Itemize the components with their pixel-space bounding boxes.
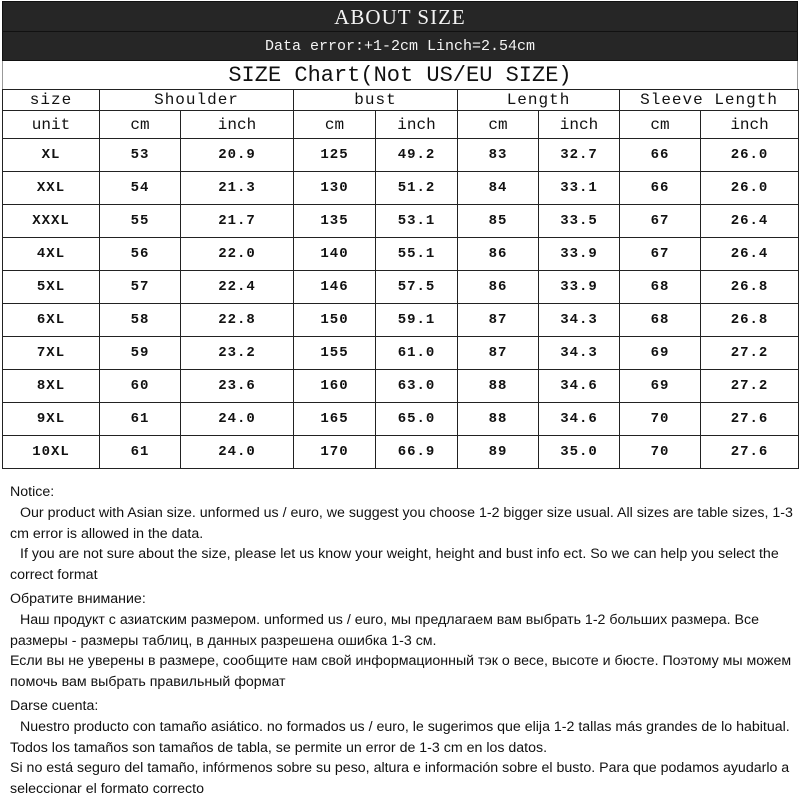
notice-es-p1: Nuestro producto con tamaño asiático. no formados us / euro, le sugerimos que elija 1-2 tallas más grandes de lo habitual. Todos los tamaños son tamaños de tabla, se permite un error de 1-3 cm en los datos. (10, 718, 790, 756)
notice-ru (10, 589, 795, 693)
unit-label: unit (3, 111, 100, 139)
value-cell: 86 (458, 271, 539, 304)
value-cell: 70 (620, 403, 701, 436)
value-cell: 155 (294, 337, 376, 370)
value-cell: 22.8 (181, 304, 294, 337)
value-cell: 54 (100, 172, 181, 205)
value-cell: 67 (620, 205, 701, 238)
table-row (3, 370, 799, 403)
value-cell: 23.6 (181, 370, 294, 403)
value-cell: 130 (294, 172, 376, 205)
value-cell: 160 (294, 370, 376, 403)
size-cell: 7XL (3, 337, 100, 370)
value-cell: 83 (458, 139, 539, 172)
notice-en-p1: Our product with Asian size. unformed us / euro, we suggest you choose 1-2 bigger size usual. All sizes are table sizes, 1-3 cm error is allowed in the data. (10, 504, 793, 542)
value-cell: 34.3 (539, 337, 620, 370)
notice-es-p2: Si no está seguro del tamaño, infórmenos sobre su peso, altura e información sobre el busto. Para que podamos ayudarlo a seleccionar el formato correcto (10, 760, 790, 798)
notice-section (10, 482, 795, 803)
value-cell: 33.1 (539, 172, 620, 205)
value-cell: 170 (294, 436, 376, 469)
group-header-row (3, 90, 799, 111)
size-cell: 10XL (3, 436, 100, 469)
value-cell: 69 (620, 337, 701, 370)
value-cell: 23.2 (181, 337, 294, 370)
table-row (3, 139, 799, 172)
data-error-subtitle: Data error:+1-2cm Linch=2.54cm (2, 31, 798, 61)
value-cell: 61.0 (376, 337, 458, 370)
value-cell: 87 (458, 304, 539, 337)
value-cell: 53.1 (376, 205, 458, 238)
value-cell: 34.6 (539, 403, 620, 436)
notice-en-p2: If you are not sure about the size, please let us know your weight, height and bust info ect. So we can help you select the correct format (10, 546, 779, 584)
table-row (3, 436, 799, 469)
value-cell: 33.9 (539, 271, 620, 304)
table-row (3, 271, 799, 304)
table-row (3, 172, 799, 205)
table-row (3, 403, 799, 436)
value-cell: 24.0 (181, 403, 294, 436)
value-cell: 63.0 (376, 370, 458, 403)
value-cell: 26.0 (701, 172, 799, 205)
header-shoulder: Shoulder (100, 90, 294, 111)
value-cell: 150 (294, 304, 376, 337)
notice-es-heading: Darse cuenta: (10, 697, 99, 714)
size-cell: 4XL (3, 238, 100, 271)
value-cell: 26.0 (701, 139, 799, 172)
value-cell: 57 (100, 271, 181, 304)
value-cell: 32.7 (539, 139, 620, 172)
size-cell: 5XL (3, 271, 100, 304)
value-cell: 33.5 (539, 205, 620, 238)
value-cell: 135 (294, 205, 376, 238)
size-cell: 9XL (3, 403, 100, 436)
value-cell: 87 (458, 337, 539, 370)
value-cell: 86 (458, 238, 539, 271)
value-cell: 68 (620, 271, 701, 304)
value-cell: 66.9 (376, 436, 458, 469)
value-cell: 21.3 (181, 172, 294, 205)
unit-cm: cm (458, 111, 539, 139)
value-cell: 22.4 (181, 271, 294, 304)
size-cell: XXL (3, 172, 100, 205)
value-cell: 53 (100, 139, 181, 172)
value-cell: 27.2 (701, 370, 799, 403)
size-cell: XL (3, 139, 100, 172)
value-cell: 24.0 (181, 436, 294, 469)
value-cell: 57.5 (376, 271, 458, 304)
size-chart-title: SIZE Chart(Not US/EU SIZE) (2, 61, 798, 90)
about-size-title: ABOUT SIZE (2, 1, 798, 32)
value-cell: 61 (100, 436, 181, 469)
value-cell: 165 (294, 403, 376, 436)
value-cell: 34.3 (539, 304, 620, 337)
value-cell: 55.1 (376, 238, 458, 271)
value-cell: 51.2 (376, 172, 458, 205)
unit-inch: inch (376, 111, 458, 139)
unit-inch: inch (701, 111, 799, 139)
notice-en-heading: Notice: (10, 484, 55, 500)
unit-inch: inch (181, 111, 294, 139)
value-cell: 85 (458, 205, 539, 238)
unit-inch: inch (539, 111, 620, 139)
value-cell: 66 (620, 172, 701, 205)
value-cell: 35.0 (539, 436, 620, 469)
value-cell: 27.6 (701, 436, 799, 469)
value-cell: 84 (458, 172, 539, 205)
notice-en (10, 482, 795, 586)
value-cell: 33.9 (539, 238, 620, 271)
table-row (3, 205, 799, 238)
value-cell: 140 (294, 238, 376, 271)
table-row (3, 304, 799, 337)
value-cell: 26.4 (701, 205, 799, 238)
value-cell: 61 (100, 403, 181, 436)
value-cell: 65.0 (376, 403, 458, 436)
size-cell: XXXL (3, 205, 100, 238)
notice-ru-p1: Наш продукт с азиатским размером. unformed us / euro, мы предлагаем вам выбрать 1-2 больших размера. Все размеры - размеры таблиц, в данных разрешена ошибка 1-3 см. (10, 611, 759, 649)
value-cell: 34.6 (539, 370, 620, 403)
value-cell: 56 (100, 238, 181, 271)
value-cell: 22.0 (181, 238, 294, 271)
header-size: size (3, 90, 100, 111)
value-cell: 49.2 (376, 139, 458, 172)
header-length: Length (458, 90, 620, 111)
header-sleeve-length: Sleeve Length (620, 90, 799, 111)
value-cell: 26.4 (701, 238, 799, 271)
notice-es (10, 696, 795, 800)
table-row (3, 238, 799, 271)
table-row (3, 337, 799, 370)
size-cell: 6XL (3, 304, 100, 337)
value-cell: 59 (100, 337, 181, 370)
value-cell: 59.1 (376, 304, 458, 337)
value-cell: 88 (458, 370, 539, 403)
value-cell: 68 (620, 304, 701, 337)
value-cell: 20.9 (181, 139, 294, 172)
value-cell: 60 (100, 370, 181, 403)
unit-cm: cm (294, 111, 376, 139)
value-cell: 69 (620, 370, 701, 403)
value-cell: 26.8 (701, 271, 799, 304)
value-cell: 27.2 (701, 337, 799, 370)
value-cell: 89 (458, 436, 539, 469)
value-cell: 27.6 (701, 403, 799, 436)
value-cell: 67 (620, 238, 701, 271)
unit-cm: cm (100, 111, 181, 139)
size-cell: 8XL (3, 370, 100, 403)
value-cell: 125 (294, 139, 376, 172)
value-cell: 55 (100, 205, 181, 238)
notice-ru-heading: Обратите внимание: (10, 590, 146, 607)
value-cell: 26.8 (701, 304, 799, 337)
value-cell: 66 (620, 139, 701, 172)
header-bust: bust (294, 90, 458, 111)
notice-ru-p2: Если вы не уверены в размере, сообщите нам свой информационный тэк о весе, высоте и бюсте. Поэтому мы можем помочь вам выбрать правильный формат (10, 653, 792, 691)
value-cell: 21.7 (181, 205, 294, 238)
size-chart-table (2, 89, 799, 469)
value-cell: 70 (620, 436, 701, 469)
value-cell: 88 (458, 403, 539, 436)
unit-cm: cm (620, 111, 701, 139)
unit-header-row (3, 111, 799, 139)
value-cell: 58 (100, 304, 181, 337)
value-cell: 146 (294, 271, 376, 304)
